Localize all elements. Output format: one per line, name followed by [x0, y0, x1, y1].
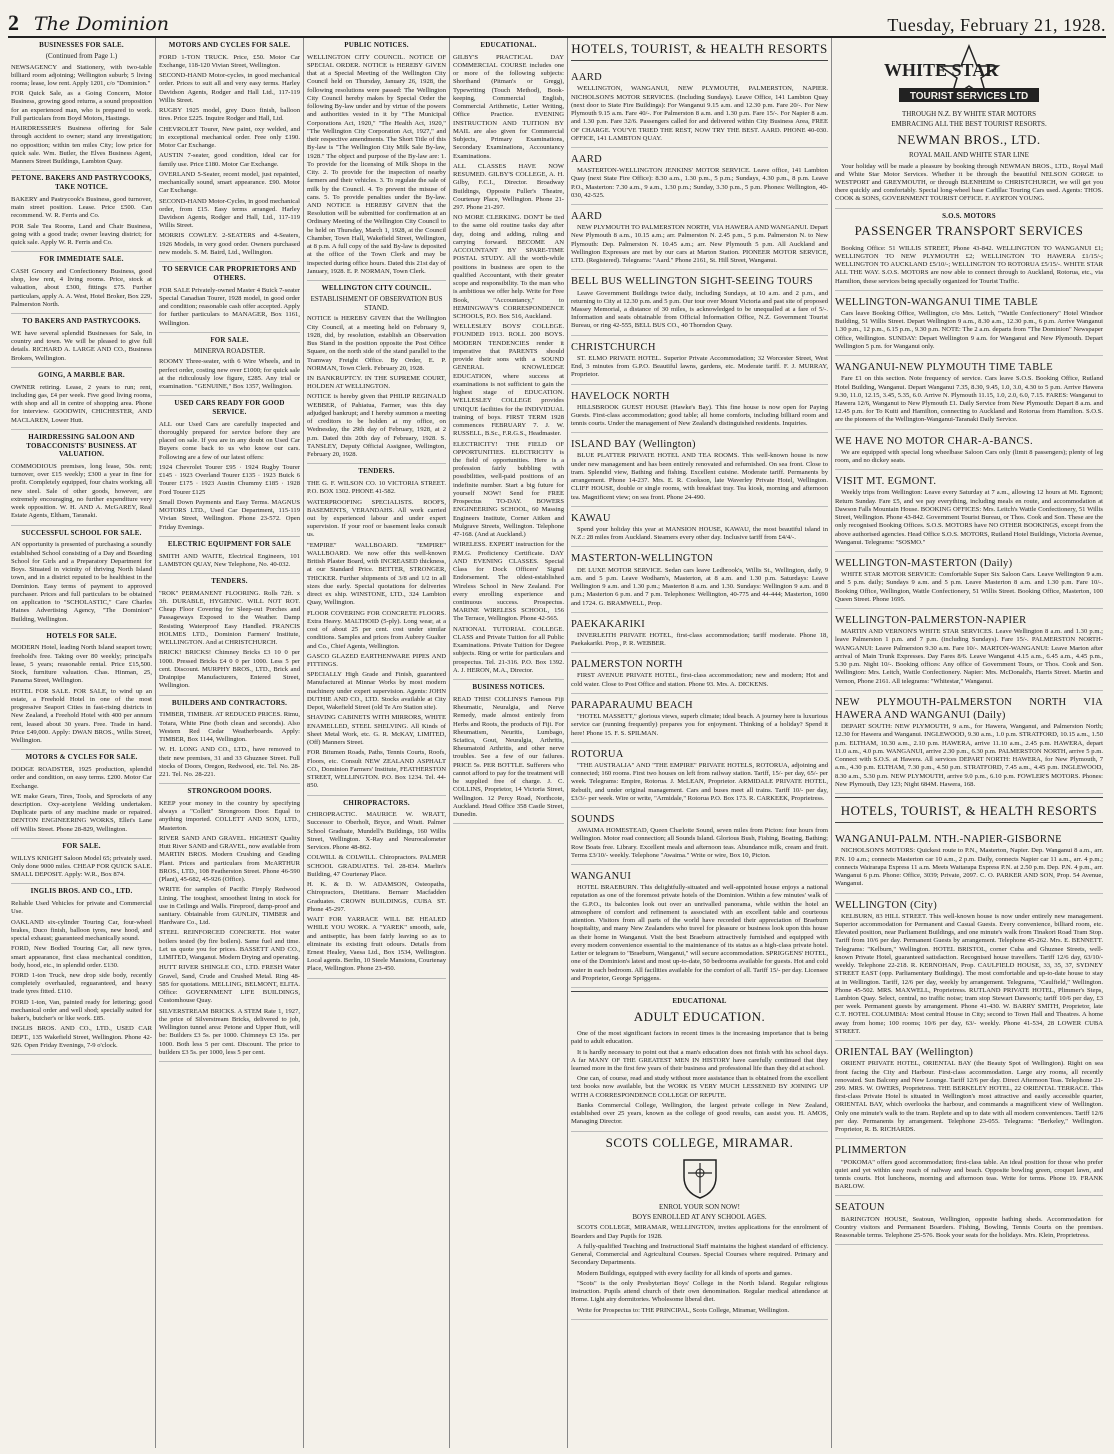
- ad-text: Your holiday will be made a pleasure by booking through NEWMAN BROS., LTD., Royal Mail and White Star Motor Services. Whether it be through the beautiful NELSON GORGE to WESTPORT and GREYMOUTH, or through BLENHEIM to CHRISTCHURCH, we will get you there quickly and comfortably. Special long-wheel base Cadillac Touring Cars used. Agents: THOS. COOK & SONS, GOVERNMENT TOURIST OFFICE. F. AYRTON YOUNG.: [835, 162, 1103, 203]
- ad-text: MODERN Hotel, leading North Island seaport town; freehold's free. Taking over 80 weekly; principal's lease, 5 years; reasonable rental. Price £15,500. Stock, furniture valuation. Chas. Hinman, 25, Panama Street, Wellington.: [11, 644, 152, 685]
- listing-place: CHRISTCHURCH: [571, 341, 656, 353]
- adult-education-ad: [571, 1028, 828, 1132]
- ad-text: "EMPIRE" WALLBOARD. "EMPIRE" WALLBOARD. We now offer this well-known British Plaster Board, with INCREASED thickness, at our Standard Price. BETTER, STRONGER, THICKER. Further shipments of 3/8 and 1/2 in all sizes due early. Special quotations for deliveries direct ex ship. WINSTONE, LTD., 324 Lambton Quay, Wellington.: [307, 541, 446, 607]
- section-heading: STRONGROOM DOORS.: [187, 787, 272, 796]
- listing-place: WELLINGTON-WANGANUI TIME TABLE: [835, 296, 1038, 308]
- listing-place: WANGANUI-NEW PLYMOUTH TIME TABLE: [835, 362, 1053, 374]
- listing-entry: [835, 1139, 1103, 1196]
- ad-text: THE G. F. WILSON CO. 10 VICTORIA STREET. P.O. BOX 1302. PHONE 41-582.: [307, 480, 446, 496]
- listing-place: BELL BUS WELLINGTON SIGHT-SEEING TOURS: [571, 276, 814, 288]
- ad-text: AN opportunity is presented of purchasing a soundly established School consisting of a Day and Boarding School for Girls and a Preparatory Department for Boys. Situated in vicinity of thriving North Island town, and in a district reputed to be healthiest in the Dominion. Easy terms of payment to approved purchaser. Prices and full particulars to be obtained on application to "SCHOLASTIC," Care Charles Haines Advertising Agency, "The Dominion" Building, Wellington.: [11, 541, 152, 623]
- scots-college-subtagline: BOYS ENROLLED AT ANY SCHOOL AGES.: [632, 1212, 767, 1221]
- listing-entry: [835, 430, 1103, 471]
- ad-text: POR Sale Tea Rooms, Land and Chair Business, going with a good trade; owner leaving district; for quick sale. Apply W. R. Ferris and Co.: [11, 222, 152, 246]
- notice-text: NOTICE is HEREBY GIVEN that the Wellington City Council, at a meeting held on February 9, 1928, did, by resolution, establish an Observation Bus Stand in the position opposite the Post Office Square, on the north side of the stand parallel to the Tramway Freight Office. By Order, E. P. NORMAN, Town Clerk. February 20, 1928.: [307, 315, 446, 372]
- ad-text: FLOOR COVERING FOR CONCRETE FLOORS. Extra Heavy. MALTHOID (5-ply). Long wear, at a cost of about 25 per cent. cost under similar conditions. Samples and prices from Aubrey Gualter and Co., Chief Agents, Wellington.: [307, 609, 446, 650]
- ad-text: FOR Bitumen Roads, Paths, Tennis Courts, Roofs, Floors, etc. Consult NEW ZEALAND ASPHALT CO., Dominion Farmers' Institute, FEATHERSTON STREET, WELLINGTON. P.O. Box 1234. Tel. 44-850.: [307, 749, 446, 790]
- classified-ad: [159, 709, 300, 784]
- classified-ad: [11, 62, 152, 172]
- ad-text: CHIROPRACTIC. MAURICE W. WRATT, Successor to Oberholt, Bryce, and Wratt. Palmer School Graduate, Mundell's Buildings, 160 Willis Street, Wellington. X-Ray and Neurocalometer Services. Phone 48-862.: [307, 811, 446, 852]
- ad-text: FORD 1-TON TRUCK. Price, £50. Motor Car Exchange, 118-120 Vivian Street, Wellington.: [159, 53, 300, 69]
- adult-education-heading: ADULT EDUCATION.: [633, 1008, 766, 1024]
- ad-text: BRICK! BRICKS! Chimney Bricks £3 10 0 per 1000. Pressed Bricks £4 0 0 per 1000. Less 5 per cent. Discount. MURPHY BROS., LTD., Brick and Drainpipe Manufacturers, Entered Street, Wellington.: [159, 649, 300, 690]
- listing-entry: [571, 336, 828, 385]
- listing-entry: [835, 828, 1103, 893]
- section-subheading: MINERVA ROADSTER.: [193, 346, 266, 355]
- listing-entry: [571, 865, 828, 988]
- column-5: [568, 38, 832, 1448]
- transport-timetables: [835, 291, 1103, 794]
- ad-text: FOR SALE Privately-owned Master 4 Buick 7-seater Special Canadian Tourer, 1928 model, in good order and condition; reasonable cash offer accepted. Apply for further particulars to MANAGER, Box 1161, Wellington.: [159, 286, 301, 327]
- listing-place: SOUNDS: [571, 814, 615, 826]
- section-heading: TO SERVICE CAR PROPRIETORS AND OTHERS.: [162, 265, 297, 282]
- listing-text: Cars leave Booking Office, Wellington, c/o Mrs. Leitch, "Wattle Confectionery" Hotel Windsor Building, 51 Willis Street. Depart Wellington 9 a.m., 8.30 a.m., 12.30 p.m., 6 p.m. Arrive Wanganui 1.30 p.m., 12 p.m., 6.15 p.m., 9.30 p.m. NOTE: The 2 a.m. departs from "The Dominion" Newspaper Office, Wellington. SUNDAY: Depart Wellington 9 a.m. for Wanganui and New Plymouth. Depart Wellington 5 p.m. for Wanganui only.: [835, 309, 1103, 350]
- notice-text: WELLINGTON CITY COUNCIL. NOTICE OF SPECIAL ORDER. NOTICE is HEREBY GIVEN that at a Special Meeting of the Wellington City Council held on Thursday, January 26, 1928, the following resolutions were passed: The Wellington City Council hereby makes by Special Order the following By-law under and by virtue of the powers and authorities vested in it by "The Municipal Corporations Act, 1920," "The Health Act, 1920," "The Wellington City Corporation Act, 1927," and their respective amendments. The Short Title of this By-law is "The Wellington City Milk Sale By-law, 1928." The object and purpose of the By-law are: 1. To provide for the licensing of Milk Shops in the City. 2. To provide for the inspection of nearby farmers and their vehicles. 3. To regulate the sale of milk by the Council. 4. To prevent the misuse of cans. 5. To provide penalties under the By-law. AND NOTICE is HEREBY GIVEN that the Resolution will be submitted for confirmation at an Ordinary Meeting of the Wellington City Council to be held on Thursday, March 1, 1928, at the Council Chamber, Town Hall, Wakefield Street, Wellington, at 8 p.m. A full copy of the said By-law is deposited at the office of the Town Clerk and may be inspected during office hours. Dated this 21st day of January, 1928. E. P. NORMAN, Town Clerk.: [307, 53, 446, 275]
- public-notice: [307, 52, 446, 281]
- ad-text: STEEL REINFORCED CONCRETE. Hot water boilers tested (by fire boilers). Same fuel and time. Let us quote you for prices. BASSETT AND CO., LIMITED, Wanganui. Modern Drying and operating.: [159, 929, 300, 962]
- ad-text: H. K. & D. W. ADAMSON, Osteopaths, Chiropractors, Dietitians. Bernarr Macfadden Graduates. CROWN BUILDINGS, CUBA ST. Phone 45-297.: [307, 881, 446, 913]
- scots-college-ad: [571, 1222, 828, 1319]
- ad-text: ROOMY Three-seater, with 6 Wire Wheels, and in perfect order, costing new over £1000; for quick sale at the ridiculously low figure, £285. Any trial or examination. "GENUINE," Box 1357, Wellington.: [159, 358, 300, 391]
- listing-text: Weekly trips from Wellington: Leave every Saturday at 7 a.m., allowing 12 hours at Mt. Egmont; Return Sunday. Fare £5, and we pay everything, including meals en route, and accommodation at Dawson Falls Mountain House. BOOKING OFFICES: Mrs. Leitch's Wattle Confectionery, 51 Willis Street, Wellington. Phone 43-842. Government Tourist Bureau, or Thos. Cook and Son. These are the only recognised Booking Offices. S.O.S. MOTORS have NO OTHER BOOKINGS, except from the above authorised agencies. Head Office S.O.S. MOTORS, Rutland Hotel Buildings, Victoria Avenue, Wanganui. Telegrams: "SOSMO.": [835, 489, 1103, 546]
- section-heading: SUCCESSFUL SCHOOL FOR SALE.: [21, 528, 142, 537]
- sos-motors-heading: PASSENGER TRANSPORT SERVICES: [854, 223, 1084, 239]
- notice-text: IN BANKRUPTCY. IN THE SUPREME COURT, HOLDEN AT WELLINGTON.: [307, 374, 446, 391]
- section-heading: PETONE. BAKERS AND PASTRYCOOKS, TAKE NOTICE.: [11, 174, 152, 192]
- listing-entry: [835, 691, 1103, 794]
- listing-text: Spend your holiday this year at MANSION HOUSE, KAWAU, the most beautiful island in N.Z.: 28 miles from Auckland. Steamers every other day. Inclusive tariff from £4/4/-.: [571, 525, 828, 542]
- ad-text: SECOND-HAND Motor-Cycles, in good mechanical order, from £15. Easy terms arranged. Harley Davidson Agents, Rodger and Hall, Ltd., 117-119 Willis Street.: [159, 197, 300, 230]
- section-heading: BUSINESS NOTICES.: [472, 683, 545, 692]
- listing-text: DEPART SOUTH: NEW PLYMOUTH, 9 a.m., for Hawera, Wanganui, and Palmerston North; 12.30 for Hawera and Wanganui. INGLEWOOD, 9.30 a.m., 1.0 p.m. STRATFORD, 10.15 a.m., 1.50 p.m. ELTHAM, 10.30 a.m., 2.10 p.m. HAWERA, arrive 11.10 a.m., 2.45 p.m. HAWERA, depart 11.0 a.m., 4.0 p.m. WANGANUI, arrive 2.30 p.m., 6.30 p.m. PALMERSTON NORTH, arrive 5 p.m. Connect with S.O.S. at Hawera. All services DEPART NORTH: HAWERA, for New Plymouth, 7 a.m., 4.30 p.m. ELTHAM, 7.30 p.m., 4.50 p.m. STRATFORD, 7.45 a.m., 4.45 p.m. INGLEWOOD, 8.30 a.m., 5.30 p.m. NEW PLYMOUTH, arrive 9.0 p.m., 6.10 p.m. FOWLER'S MOTORS. Phones: New Plymouth, Day 123; Night 684M. Hawera, 168.: [835, 723, 1103, 788]
- ad-text: GILBY'S PRACTICAL DAY COMMERCIAL COURSE includes one or more of the following subjects: Shorthand (Pitman's or Gregg), Typewriting (Touch Method), Book-keeping, Commercial English, Commercial Arithmetic, Letter Writing, Office Practice. EVENING INSTRUCTION AND TUITION BY MAIL are also given for Commercial Subjects, Primary Examinations, Secondary Examinations, Accountancy Examinations.: [453, 53, 564, 160]
- ad-text: W. H. LONG AND CO., LTD., have removed to their new premises, 31 and 33 Ghuznee Street. Full stocks of Doors, Oregon, Redwood, etc. Tel. No. 28-221. Tel. No. 28-221.: [159, 746, 300, 778]
- classified-ad: [159, 285, 300, 333]
- ad-text: AUSTIN 7-seater, good condition, ideal car for family use. Price £180. Motor Car Exchange.: [159, 152, 300, 168]
- newman-bros-heading: NEWMAN BROS., LTD.: [897, 131, 1041, 147]
- masthead: [8, 6, 1106, 38]
- ad-text: OVERLAND 5-Seater, recent model, just repainted, mechanically sound, smart appearance. £90. Motor Car Exchange.: [159, 170, 300, 195]
- ad-text: OWNER retiring. Lease, 2 years to run; rent, including gas, £4 per week. Five good living rooms, with shop and all in centre of shopping area. Phone for interview. GOODWIN, CHICHESTER, AND MACLAREN, Lower Hutt.: [11, 383, 152, 424]
- ad-text: WATERPROOFING SPECIALISTS. ROOFS, BASEMENTS, VERANDAHS. All work carried out by experienced labour and under expert supervision. If your roof or basement leaks consult us.: [307, 498, 446, 539]
- listing-entry: [571, 743, 828, 808]
- section-heading: BUSINESSES FOR SALE.: [39, 41, 124, 49]
- listing-entry: [571, 613, 828, 654]
- classified-ad: [159, 52, 300, 262]
- ad-text: WRITE for samples of Pacific Fireply Redwood Lining. The toughest, smoothest lining in stock for use in Ceilings and Walls. Fireproof, damp-proof and sanitary. Obtainable from GUNLIN, TIMBER and Hardware Co., Ltd.: [159, 886, 300, 927]
- classified-ad: [159, 798, 300, 1062]
- listing-place: WELLINGTON-PALMERSTON-NAPIER: [835, 615, 1027, 627]
- listing-place: WANGANUI-PALM. NTH.-NAPIER-GISBORNE: [835, 834, 1062, 846]
- masthead-left: [8, 10, 169, 36]
- listing-entry: [571, 205, 828, 270]
- ad-text: INGLIS BROS. AND CO., LTD., USED CAR DEPT., 135 Wakefield Street, Wellington. Phone 42-926. Open Friday Evenings, 7-9 o'clock.: [11, 1025, 152, 1049]
- ad-text: ALL CLASSES HAVE NOW RESUMED. GILBY'S COLLEGE, A. H. Gilby, F.C.I., Director. Broadway Buildings, Opposite Fuller's Theatre, Courtenay Place, Wellington. Phone 21-297. Phone 21-297.: [453, 162, 564, 211]
- listing-entry: [571, 507, 828, 548]
- ad-text: NEWSAGENCY and Stationery, with two-table billiard room adjoining; Wellington suburb; 5 living rooms; lease, low rent. Apply 1201, c/o "Dominion.": [11, 63, 152, 87]
- divider: [571, 991, 828, 994]
- listing-text: NEW PLYMOUTH TO PALMERSTON NORTH, VIA HAWERA AND WANGANUI. Depart New Plymouth 8 a.m., 10.15 a.m.; arr. Palmerston N. 2.45 p.m., 5 p.m. Palmerston N. to New Plymouth: Dep. Palmerston N. 10.45 a.m.; arr. New Plymouth 5 p.m. All Auckland and Wellington Expresses are met by our cars at Marton Station. PIONEER MOTOR SERVICE, LTD. (Registered). Telegrams: "Aard." Phone 2161, St. Hill Street, Wanganui.: [571, 224, 828, 265]
- ad-text: SECOND-HAND Motor-cycles, in good mechanical order. Prices to suit all and very easy terms. Harley Davidson Agents, Rodger and Hall Ltd., 117-119 Willis Street.: [159, 72, 300, 104]
- listing-entry: [835, 894, 1103, 1042]
- classified-ad: [11, 461, 152, 526]
- classified-ad: [307, 478, 446, 795]
- listing-text: HOTEL BRAEBURN. This delightfully-situated and well-appointed house enjoys a national reputation as one of the foremost private hotels of the Dominion. Within a few minutes' walk of the G.P.O., its balconies look out over an unrivalled panorama, while within the hotel an atmosphere of comfort and refinement is associated with an excellent table and courteous attention. Visitors from all parts of the world have recorded their appreciation of Braeburn hospitality, and many New Zealanders who travel for pleasure or business look upon this house as their home in Wanganui. Visit the best Braeburn attractively furnished and equipped with every modern convenience essential to the maintenance of its status as a high-class private hotel. Letter or telegram to "Braeburn, Wanganui," will secure accommodation. SPRIGGENS' HOTEL, one of the Dominion's latest and most up-to-date, 50 bedrooms available for guests. Hot and cold water in each bedroom. All facilities available for the comfort of all. Tariff 15/- per day. Licensee and Proprietor, George Spriggens.: [571, 884, 828, 982]
- classified-ad: [11, 642, 152, 750]
- ad-text: WE have several splendid Businesses for Sale, in country and town. We will be pleased to give full details. RICHARD A. LARGE AND CO., Business Brokers, Wellington.: [11, 329, 152, 362]
- classified-ad: [11, 539, 152, 628]
- divider: [835, 822, 1103, 825]
- listing-place: AARD: [571, 154, 602, 166]
- listing-text: DE LUXE MOTOR SERVICE. Sedan cars leave Ledbrook's, Willis St., Wellington, daily, 9 a.m. and 5 p.m. Leave Wodham's, Masterton, at 8 a.m. and 1.30 p.m. Saturdays: Leave Wellington 9 a.m. and 1.30 p.m.; Masterton 8 a.m. and 1.30. Sundays: Wellington 9 a.m. and 8 p.m.; Masterton 6 p.m. and 7 p.m. Telephones: Wellington, 40-775 and 44-444; Masterton, 1690 and 1724. G. BRAMWELL, Prop.: [571, 566, 828, 607]
- ad-text: OAKLAND six-cylinder Touring Car, four-wheel brakes, Duco finish, balloon tyres, new hood, and special exhaust; guaranteed mechanically sound.: [11, 918, 152, 943]
- section-heading: PUBLIC NOTICES.: [344, 41, 409, 49]
- scots-college-crest-icon: [680, 1157, 720, 1199]
- classified-ad: [159, 419, 300, 537]
- ad-text: BAKERY and Pastrycook's Business, good turnover, main street position. Lease. Price £500. Can recommend. W. R. Ferris and Co.: [11, 195, 152, 220]
- divider: [571, 60, 828, 63]
- ad-text: "Scots" is the only Presbyterian Boys' College in the North Island. Regular religious instruction. Pupils attend church of their own denomination. Regular medical attendance at Home. Light airy dormitories. Wholesome liberal diet.: [571, 1279, 828, 1304]
- listing-place: NEW PLYMOUTH-PALMERSTON NORTH VIA HAWERA AND WANGANUI (Daily): [835, 696, 1103, 721]
- listing-entry: [835, 609, 1103, 691]
- column-6: [832, 38, 1106, 1448]
- ad-text: Banks Commercial College, Wellington, the largest private college in New Zealand, established over 25 years, known as the college of good results, can assist you. H. AMOS, Managing Director.: [571, 1101, 828, 1126]
- paper-name: The Dominion: [34, 13, 169, 35]
- ad-text: One of the most significant factors in recent times is the increasing importance that is being paid to adult education.: [571, 1030, 828, 1046]
- listing-entry: [835, 356, 1103, 430]
- section-heading: FOR IMMEDIATE SALE.: [39, 255, 124, 264]
- listing-text: AWAIMA HOMESTEAD, Queen Charlotte Sound, seven miles from Picton: four hours from Wellington. Motor road connection; all Sounds Island. Glorious Bush, Fishing, Boating, Bathing; Row Boats free. Library. Excellent meals and afternoon teas. Abundance milk, cream and fruit. Terms £3/10/- weekly. Telephone "Awaima." Write or wire, Box 10, Picton.: [571, 827, 828, 859]
- public-notice: [307, 313, 446, 464]
- ad-text: TIMBER, TIMBER. AT REDUCED PRICES. Rimu, Totara, White Pine (both clean and seconds). Also Western Red Cedar Weatherboards. Apply: TIMBER, Box 1144, Wellington.: [159, 711, 300, 744]
- ad-text: SMITH AND WAITE, Electrical Engineers, 101 LAMBTON QUAY, New Telephone, No. 40-032.: [159, 552, 300, 568]
- listing-place: MASTERTON-WELLINGTON: [571, 553, 714, 565]
- ad-text: SILVERSTREAM BRICKS. A STEM Rate 1, 1927, the price of Silverstream Bricks, delivered to job, Wellington tunnel area: Petone and Upper Hutt, will be: Builders £3 5s. per 1000. Chimneys £3 15s. per 1000. Both less 5 per cent. Discount. The price to builders £3 5s. per 1000, less 5 per cent.: [159, 1007, 300, 1056]
- listing-entry: [835, 470, 1103, 552]
- resort-listings: [571, 66, 828, 988]
- classified-ad: [11, 266, 152, 314]
- listing-place: PARAPARAUMU BEACH: [571, 699, 693, 711]
- ad-text: KEEP your money in the country by specifying always a "Collett" Strongroom Door. Equal to anything imported. COLLETT AND SON, LTD., Masterton.: [159, 799, 300, 832]
- ad-text: RUGBY 1925 model, grey Duco finish, balloon tires. Price £225. Inquire Rodger and Hall, Ltd.: [159, 107, 300, 123]
- section-heading: MOTORS AND CYCLES FOR SALE.: [168, 41, 291, 49]
- listing-text: ORIENT PRIVATE HOTEL, ORIENTAL BAY (the Beauty Spot of Wellington). Right on sea front facing the City and Harbour. First-class accommodation. Large airy rooms, all recently renovated. Sun Balcony and New Lounge. Tariff 12/6 per day. Direct Afternoon Teas. Telephone 21-299. MRS. W. OWERS, Proprietress. THE BERKELEY HOTEL, 22 ORIENTAL TERRACE. This first-class Private Hotel is situated in Wellington's most attractive and easily accessible quarter, ORIENTAL BAY, which overlooks the harbour, and commands a magnificent view of Wellington. Only one minute's walk to the tram. Replete and up to date with all modern conveniences. Tariff 12/6 per day. Permanents by arrangement. Telephone 23-055. Telegrams: "Berkeley," Wellington. Proprietor, R. B. RICHARDS.: [835, 1060, 1103, 1134]
- classified-ad: [307, 809, 446, 978]
- intro-line: THROUGH N.Z. BY WHITE STAR MOTORS: [901, 110, 1037, 118]
- ad-text: COLWILL & COLWILL. Chiropractors. PALMER SCHOOL GRADUATES. Tel. 28-834. Marlin's Building, 47 Courtenay Place.: [307, 854, 446, 878]
- classified-ad: [159, 588, 300, 696]
- section-heading: HOTELS FOR SALE.: [46, 631, 117, 640]
- section-heading: MOTORS & CYCLES FOR SALE.: [25, 753, 138, 762]
- listing-text: FIRST AVENUE PRIVATE HOTEL, first-class accommodation; new and modern; Hot and cold water. Close to Post Office and station. Phone 93. Mrs. A. DICKENS.: [571, 672, 828, 688]
- classified-ad: [11, 328, 152, 368]
- classified-ad: [11, 764, 152, 839]
- resort-listings: [835, 828, 1103, 1245]
- ad-text: ELECTRICITY! THE FIELD OF OPPORTUNITIES. ELECTRICITY is the field of opportunities. Here is a profession fairly bubbling with possibilities, well-paid positions of an indefinite number. Start a big future for yourself NOW! Send for FREE Prospectus TO-DAY. BOWERS ENGINEERING SCHOOL, 60 Massing Engineers Institute, Corner Aitken and Mulgrave Streets, Wellington. Telephone 47-168. (And at Auckland.): [453, 440, 564, 539]
- newman-bros-ad: [835, 161, 1103, 209]
- ad-text: DODGE ROADSTER, 1925 production, splendid order and condition, on easy terms. £200. Motor Car Exchange.: [11, 766, 152, 790]
- section-heading: TENDERS.: [211, 577, 248, 586]
- ad-text: SCOTS COLLEGE, MIRAMAR, WELLINGTON, invites applications for the enrolment of Boarders and Day Pupils for 1928.: [571, 1224, 828, 1240]
- ad-text: RIVER SAND AND GRAVEL. HIGHEST Quality Hutt River SAND and GRAVEL, now available from MARTIN BROS. Modern Crushing and Grading Plant. Prices and particulars from McARTHUR BROS., LTD., 108 Featherston Street. Phone 46-590 (Plant), 45-682, 45-926 (Office).: [159, 834, 300, 884]
- ad-text: Booking Office: 51 WILLIS STREET, Phone 43-842. WELLINGTON TO WANGANUI £1; WELLINGTON TO NEW PLYMOUTH £2; WELLINGTON TO HAWERA £1/15/-; WELLINGTON TO AUCKLAND £5/10/-; WELLINGTON TO ROTORUA £5/15/-. WHITE STAR ALL THE WAY. S.O.S. MOTORS are now able to connect through to Auckland, Rotorua, etc., via Hamilton, these services being specially organized for Tourist Traffic.: [835, 244, 1103, 285]
- listing-text: "POKOMA" offers good accommodation; first-class table. An ideal position for those who prefer quiet and yet within easy reach of railway and beach. Opposite bowling green, croquet lawn, and tennis courts. Hot luncheons, morning and afternoon teas. Write for terms. Phone 19. FRANK BARLOW.: [835, 1158, 1103, 1191]
- section-heading: TENDERS.: [358, 467, 395, 476]
- ad-text: WE make Gears, Tires, Tools, and Sprockets of any description. Oxy-acetylene Welding undertaken. Duplicate parts of any machine made or repaired. DENTON ENGINEERING WORKS, Ellet's Lane off Willis Street. Phone 28-829, Wellington.: [11, 792, 152, 833]
- listing-text: NICHOLSON'S MOTORS: Quickest route to P.N., Masterton, Napier. Dep. Wanganui 8 a.m., arr. P.N. 10 a.m.; connects Masterton car 10 a.m., 2 p.m. Daily, connects Napier car 11 a.m., arr. 4 p.m.; connects Wairarapa Express 11 a.m. Meets Waitarapa Express P.N. at 2.50 p.m. Dep. P.N. 4 p.m., arr. Wanganui 6 p.m. Phone: Office, 3039; Private, 2097. C. O. PARKER AND SON, Prop. 54 Avenue, Wanganui.: [835, 847, 1103, 888]
- listing-place: HAVELOCK NORTH: [571, 390, 670, 402]
- column-1: [8, 38, 156, 1448]
- section-heading: HOTELS, TOURIST, & HEALTH RESORTS: [571, 41, 828, 56]
- scots-college-tagline: ENROL YOUR SON NOW!: [659, 1202, 740, 1211]
- classified-ad: [11, 194, 152, 252]
- ad-text: MORRIS COWLEY. 2-SEATERS and 4-Seaters, 1926 Models, in very good order. Owners purchased new models. S. M. Baird, Ltd., Wellington.: [159, 232, 300, 256]
- listing-place: WANGANUI: [571, 871, 632, 883]
- ad-text: Reliable Used Vehicles for private and Commercial Use.: [11, 900, 152, 916]
- listing-entry: [835, 552, 1103, 609]
- column-3: [304, 38, 450, 1448]
- ad-text: WILLYS KNIGHT Saloon Model 65; privately used. Only done 9000 miles. CHEAP FOR QUICK SALE. SMALL DEPOSIT. Apply: W.R., Box 874.: [11, 854, 152, 879]
- section-subheading: (Continued from Page 1.): [45, 51, 118, 60]
- listing-place: WELLINGTON-MASTERTON (Daily): [835, 558, 1013, 570]
- section-heading: USED CARS READY FOR GOOD SERVICE.: [174, 399, 285, 416]
- listing-entry: [571, 694, 828, 743]
- listing-place: PALMERSTON NORTH: [571, 659, 683, 671]
- ad-text: A fully-qualified Teaching and Instructional Staff maintains the highest standard of efficiency. General, Commercial and Agricultural Courses. Special Courses where required. Primary and Secondary Departments.: [571, 1242, 828, 1267]
- royal-mail-line: ROYAL MAIL AND WHITE STAR LINE: [909, 150, 1029, 159]
- listing-place: WELLINGTON (City): [835, 899, 938, 911]
- ad-text: WIRELESS. EXPERT instruction for the P.M.G. Proficiency Certificate. DAY AND EVENING CLASSES. Special Class for Dock Officers' Signal Endorsement. The oldest-established Wireless School in New Zealand. For every enrolling experience and continuous success. Prospectus. MARINE WIRELESS SCHOOL, 156 The Terrace, Wellington. Phone 42-565.: [453, 541, 564, 623]
- listing-place: AARD: [571, 211, 602, 223]
- ad-text: CASH Grocery and Confectionery Business, good shop, low rent, 4 living rooms. Price, stock at valuation, about £300, fittings £75. Further particulars, apply A. A. West, Hotel Broker, Box 229, Palmerston North.: [11, 267, 152, 308]
- listing-place: PLIMMERTON: [835, 1145, 907, 1157]
- classified-ad: [159, 551, 300, 574]
- listing-text: MARTIN AND VERNON'S WHITE STAR SERVICES. Leave Wellington 8 a.m. and 1.30 p.m.; leave Palmerston 1 p.m. and 7 p.m. (including Sundays). Fare 15/-. PALMERSTON NORTH-WANGANUI: Leave Palmerston 9.30 a.m. Fare 10/-. MARTON-WANGANUI: Leave Marton after arrival of Main Trunk Expresses. Day Fares 8/6. Leave Wanganui 4.15 a.m., 6.45 a.m., 4.45 p.m., 5.30 p.m. Night 10/-. Booking offices: Any office of Government Tours, or Thos. Cook and Son. Wellington: Mrs. Leitch, Wattle Confectionery. Napier: Mrs. McDonald's, Harris Street. Martin and Vernon, Phone 2161. All telegrams: "Whitestar," Wanganui.: [835, 628, 1103, 685]
- section-heading: FOR SALE.: [62, 841, 101, 850]
- ad-text: FORD, New Bodied Touring Car, all new tyres, smart appearance, first class mechanical condition, body, hood, etc., in splendid order. £130.: [11, 945, 152, 969]
- ad-text: FORD 1-ton, Van, painted ready for lettering; good mechanical order and well shod; specially suited for baker's, butcher's or like work. £85.: [11, 998, 152, 1023]
- ad-text: FORD 1-ton Truck, new drop side body, recently completely overhauled, reguaranteed, and heavy trade tyres fitted. £110.: [11, 972, 152, 996]
- ad-text: NO MORE CLERKING. DON'T be tied to the same old routine tasks day after day, doing and adding, ruling and carrying forward. BECOME AN ACCOUNTANT BY SPARE-TIME POSTAL STUDY. All the worth-while positions in business are open to the qualified Accountant, with their greater scope and responsibility. To the man who is ambitious we offer help. Write for Free Book, "Accountancy," to HEMINGWAY'S CORRESPONDENCE SCHOOLS, P.O. Box 516, Auckland.: [453, 214, 564, 321]
- listing-text: BLUE PLATTER PRIVATE HOTEL AND TEA ROOMS. This well-known house is now under new management and has been entirely renovated and refurnished. On sea front. Close to tram. Splendid view, Bathing and fishing. Excellent cuisine. Moderate tariff. Permanents by arrangement. Phone 14-237. Mrs. E. R. Cookson, late Waverley Private Hotel, Wellington. CLIFF HOUSE, double or single rooms, with breakfast tray. Tea kiosk, morning and afternoon tea. Magnificent view; on sea front. Phone 24-490.: [571, 452, 828, 501]
- ad-text: SPECIALLY High Grade and Finish, guaranteed Manufactured at Minnar Works by most modern machinery under expert supervision. Agents: JOHN DUTHIE AND CO., LTD. Stocks available at City Depot, Wakefield Street (old Te Aro Station site).: [307, 671, 446, 712]
- listing-entry: [571, 653, 828, 694]
- listing-text: BARINGTON HOUSE, Seatoun, Wellington, opposite bathing sheds. Accommodation for Country visitors and Permanent Boarders. Fishing, Bowling, Tennis Courts on the premises. Reasonable terms. Telephone 25-576. Book your seats for the holidays. Mrs. Klein, Proprietress.: [835, 1215, 1103, 1240]
- column-4: [450, 38, 568, 1448]
- listing-place: SEATOUN: [835, 1202, 885, 1214]
- listing-text: "HOTEL MASSETT," glorious views, superb climate; ideal beach. A journey here is luxurious service car (running frequently) prepares you for enjoyment. Thinking of a holiday? Spend it here! Phone 15. F. S. SPILMAN.: [571, 713, 828, 737]
- section-heading: FOR SALE.: [210, 335, 249, 344]
- ad-text: GASCO GLAZED EARTHENWARE PIPES AND FITTINGS.: [307, 652, 446, 668]
- listing-place: WE HAVE NO MOTOR CHAR-A-BANCS.: [835, 435, 1033, 447]
- listing-place: KAWAU: [571, 512, 611, 524]
- listing-entry: [571, 547, 828, 612]
- listing-entry: [571, 808, 828, 865]
- ad-text: It is hardly necessary to point out that a man's education does not finish with his school days. A far MANY OF THE GREATEST MEN IN HISTORY have carefully continued that they learned more in the first few years of their business and professional life than they did at school.: [571, 1048, 828, 1072]
- ad-text: NATIONAL TUTORIAL COLLEGE. CLASS and Private Tuition for all Public Examinations. Private Tuition for Degree subjects. Ring or write for particulars and prospectus. Tel. 21-316. P.O. Box 1392. A. J. HERON, M.A., Director.: [453, 625, 564, 674]
- logo-wordmark: WHITE STAR: [884, 60, 999, 80]
- ad-text: READ THIS! COLLINS'S Famous Fiji Rheumatic, Neuralgia, and Nerve Remedy, made almost entirely from Herbs and Roots, the products of Fiji. For Rheumatism, Neuritis, Lumbago, Sciatica, Gout, Neuralgia, Arthritis, Rheumatoid Arthritis, and other nerve troubles. See a few of our failures. PRICE 5s. PER BOTTLE. Sufferers who cannot afford to pay for the treatment will be supplied free of charge. J. C. COLLINS, Proprietor, 14 Victoria Street, Wellington. 12 Percy Road, Northcote, Auckland. Head Office 358 Castle Street, Dunedin.: [453, 695, 564, 819]
- section-heading: TO BAKERS AND PASTRYCOOKS.: [22, 317, 141, 326]
- ad-text: Write for Prospectus to: THE PRINCIPAL, Scots College, Miramar, Wellington.: [577, 1306, 790, 1314]
- section-heading: EDUCATIONAL: [672, 997, 727, 1006]
- listing-text: WHITE STAR MOTOR SERVICE: Comfortable Super Six Saloon Cars. Leave Wellington 9 a.m. and 5 p.m. daily; Sundays 9 a.m. and 5 p.m. Leave Masterton 8 a.m. and 1.30 p.m. Fare 10/-. Booking Office, Wellington, Wattle Confectionery, 51 Willis Street. Booking Office, Masterton, 100 Queen Street. Phone 1695.: [835, 571, 1103, 603]
- ad-text: HAIRDRESSER'S Business offering for Sale through accident to owner; stand any investigation; no opposition; within ten miles City; low price for quick sale. Wm. Butler, the Elves Business Agent, Manners Street Buildings, Lambton Quay.: [11, 125, 152, 166]
- section-subheading: ESTABLISHMENT OF OBSERVATION BUS STAND.: [310, 294, 443, 312]
- listing-entry: [835, 1196, 1103, 1245]
- ad-text: "ROK" PERMANENT FLOORING. Rolls 72ft. x 3ft. DURABLE, HYGIENIC. WILL NOT ROT. Cheap Floor Covering for Sleep-out Porches and Passageways Exposed to the Weather. Damp Resisting Waterproof Easy Handled. FRANCIS HOLMES LTD., Dominion Farmers' Institute, WELLINGTON. And at CHRISTCHURCH.: [159, 589, 300, 647]
- listing-entry: [571, 433, 828, 507]
- section-heading: HOTELS, TOURIST, & HEALTH RESORTS: [840, 802, 1098, 818]
- educational-ad: [453, 52, 564, 680]
- ad-text: WAIT FOR YARRACE WILL BE HEALED WHILE YOU WORK. A "YAREK" smooth, safe, and antiseptic, has been fairly leaving so as to eliminate its existing fruit odours. Details from Ernest Healey, Vaesa Ltd., Box 1534, Wellington. Local agents. Berlin, 10 Steele Mansions, Courtenay Place, Wellington. Phone 23-450.: [307, 916, 446, 973]
- listing-text: KELBURN, 83 HILL STREET. This well-known house is now under entirely new management. Superior accommodation for Permanent and Casual Guests. Every convenience, billiard room, etc. Elevated position, near Parliament Buildings, and one minute's walk from Tinakori Road Tram Stop. Tariff from 10/6 per day. Permanent Guests by arrangement. Telephone 45-262. Mrs. E. BENNETT. Telegrams: "Kelburn," Wellington. HOTEL BRISTOL, corner Cuba and Ghuznee Streets, well-known Private Hotel, guaranteed satisfaction. Recognised house travellers. Tariff 12/6 day, 63/10/- weekly. Telephone 22-218. R. KERNOHAN, Prop. CAULFIELD HOUSE, 33, 35, 37, SYDNEY STREET EAST (opp. Parliamentary Buildings). The most comfortable and up-to-date house to stay at in Wellington. Tariff, 12/6 per day, weekly by arrangement. Telegrams, "Caulfield," Wellington. Phone 45-502. MRS. MAXWELL, Proprietress. RUTLAND PRIVATE HOTEL, Plimmer's Steps, Lambton Quay. Select, central, no traffic noise; tram stop Stewart Dawson's; tariff 10/6 per day, £3 per week. Permanent guests by arrangement. Phone 41-430. W. BARRY SMITH, Proprietor, late C.T. HOTEL COLUMBIA: Most central House in City; second to Town Hall and Theatres. A home away from home; 100 rooms; 10/6 per day, 63/- weekly. Phone 41-534, 28 LOWER CUBA STREET.: [835, 912, 1103, 1035]
- ad-text: HUTT RIVER SHINGLE CO., LTD. FRESH Water Gravel, Sand, Crude and Crushed Metal. Ring 48-585 for quotations. MELLING, BELMONT, ELITA. Office: GOVERNMENT LIFE BUILDINGS, Customhouse Quay.: [159, 964, 300, 1005]
- listing-text: HILLSBROOK GUEST HOUSE (Hawke's Bay). This fine house is now open for Paying Guests. First-class accommodation; good table; all home comforts, including billiard room and tennis courts. Under the management of New Zealand's distinguished residents. Inquiries.: [571, 403, 828, 428]
- page-number: 2: [8, 10, 19, 35]
- white-star-logo-icon: [844, 44, 1094, 106]
- listing-place: ISLAND BAY (Wellington): [571, 439, 696, 451]
- listing-place: VISIT MT. EGMONT.: [835, 476, 937, 488]
- column-2: [156, 38, 304, 1448]
- classified-ad: [11, 382, 152, 430]
- listing-text: "THE AUSTRALIA" AND "THE EMPIRE" PRIVATE HOTELS, ROTORUA, adjoining and connected; 160 rooms. First two houses on left from railway station. Tariff, 15/- per day, 65/- per week. Telegrams: Empire, Rotorua. J. McLEAN, Proprietor. ARMIDALE PRIVATE HOTEL, Rebuilt, and under original management. Cars and buses meet all trains. Tariff 10/- per day, £3/3/- per week. Wire or write, "Armidale," Rotorua P.O. Box 173. R. CARKEEK, Proprietress.: [571, 761, 828, 802]
- listing-entry: [571, 66, 828, 148]
- divider: [835, 797, 1103, 800]
- intro-line: EMBRACING ALL THE BEST TOURIST RESORTS.: [891, 119, 1047, 128]
- ad-text: CHEVROLET Tourer, New paint, oxy welded, and in exceptional mechanical order. Free only £190. Motor Car Exchange.: [159, 125, 300, 150]
- listing-text: We are equipped with special long wheelbase Saloon Cars only (limit 8 passengers); plenty of leg room, and no dickey seats.: [835, 448, 1103, 465]
- logo-subtitle: TOURIST SERVICES LTD: [909, 91, 1029, 102]
- classified-ad: [11, 853, 152, 885]
- listing-text: MASTERTON-WELLINGTON JENKINS' MOTOR SERVICE. Leave office, 141 Lambton Quay (next State Fire Office): 8.30 a.m., 1.30 p.m., 5 p.m.; Sundays, 4.30 p.m., 8 p.m. Leave P.O., Masterton: 7.30 a.m., 9 a.m., 1.30 p.m.; Sunday, 3.30 p.m., 5 p.m. Phones: Wellington, 40-030, 42-525.: [571, 167, 828, 199]
- scots-college-heading: SCOTS COLLEGE, MIRAMAR.: [605, 1134, 794, 1150]
- section-heading: WELLINGTON CITY COUNCIL.: [321, 284, 432, 293]
- sos-motors-ad: [835, 243, 1103, 291]
- listing-text: Leave Government Buildings twice daily, including Sundays, at 10 a.m. and 2 p.m., and returning to City at 12.30 p.m. and 5 p.m. Our tour over Mount Victoria and past site of proposed Massey Memorial, a distance of 30 miles, is acknowledged to be unequalled at a fare of 5/-. Information and seats obtainable from Official Information Office, N.Z. Government Tourist Bureau, or ring 42-555, BELL BUS CO., 40 Thorndon Quay.: [571, 289, 828, 330]
- sos-motors-title: S.O.S. MOTORS: [942, 211, 996, 220]
- classified-ad: [11, 898, 152, 1055]
- ad-text: FOR Quick Sale, as a Going Concern, Motor Business, growing good returns, a sound proposition for an experienced man, who is prepared to work. Full particulars from Boyd Motors, Hastings.: [11, 90, 152, 122]
- section-heading: HAIRDRESSING SALOON AND TOBACCONISTS' BUSINESS. AT VALUATION.: [26, 432, 137, 459]
- listing-place: ORIENTAL BAY (Wellington): [835, 1047, 974, 1059]
- business-notice: [453, 694, 564, 825]
- classified-ad: [159, 356, 300, 396]
- listing-place: AARD: [571, 72, 602, 84]
- listing-entry: [571, 385, 828, 434]
- section-heading: CHIROPRACTORS.: [343, 798, 410, 807]
- issue-date: Tuesday, February 21, 1928.: [887, 15, 1106, 35]
- listing-text: INVERLEITH PRIVATE HOTEL, first-class accommodation; tariff moderate. Phone 18, Paekakariki. Prop., P. R. WEBBER.: [571, 631, 828, 648]
- ad-text: WELLESLEY BOYS' COLLEGE. FOUNDED 1913. ROLL 200 BOYS. MODERN TENDENCIES render it imperative that PARENTS should provide their sons with a SOUND GENERAL KNOWLEDGE EDUCATION, where success at examinations is not sufficient to gain the highest stage of EDUCATION. WELLESLEY COLLEGE provides UNIQUE facilities for the INDIVIDUAL training of boys. FIRST TERM 1928 commences FEBRUARY 7. J. W. RUSSELL, B.Sc., F.R.G.S., Headmaster.: [453, 323, 564, 438]
- listing-entry: [835, 291, 1103, 356]
- ad-text: One can, of course, read and study without more assistance than is obtained from the excellent text books now available, but the WORK IS VERY MUCH LESSENED BY JOINING UP WITH A CORRESPONDENCE COLLEGE OF REPUTE.: [571, 1075, 828, 1099]
- ad-text: Small Down Payments and Easy Terms. MAGNUS MOTORS LTD., Used Car Department, 115-119 Vivian Street, Wellington. Phone 23-572. Open Friday Evenings.: [159, 498, 300, 531]
- section-heading: EDUCATIONAL.: [480, 41, 537, 49]
- listing-place: PAEKAKARIKI: [571, 618, 646, 630]
- ad-text: ALL our Used Cars are carefully inspected and thoroughly prepared for service before they are placed on sale. If you are in any doubt on Used Car Buyers come back to us who know our cars. Following are a few of our latest offers:: [159, 420, 300, 461]
- ad-text: 1924 Chevrolet Tourer £95 · 1924 Rugby Tourer £145 · 1923 Overland Tourer £135 · 1923 Buick 6 Tourer £175 · 1923 Austin Chummy £185 · 1928 Ford Tourer £125: [159, 463, 300, 496]
- listing-entry: [571, 148, 828, 205]
- ad-text: SHAVING CABINETS WITH MIRRORS, WHITE ENAMELLED, STEEL SHELVING. All Kinds of Sheet Metal Work, etc. G. R. McKAY, LIMITED, (Off) Manners Street.: [307, 714, 446, 747]
- section-heading: INGLIS BROS. AND CO., LTD.: [30, 887, 133, 896]
- listing-text: ST. ELMO PRIVATE HOTEL. Superior Private Accommodation; 32 Worcester Street, West End, 3 minutes from G.P.O. Beautiful lawns, gardens, etc. Moderate tariff. F. J. MURRAY, Proprietor.: [571, 354, 828, 379]
- listing-place: ROTORUA: [571, 748, 624, 760]
- ad-text: HOTEL FOR SALE. FOR SALE, to wind up an estate, a Freehold Hotel in one of the most progressive Seaport Cities in fast-rising districts in New Zealand, a Freehold Hotel with 400 per annum rent, leased about 30 years. Free. Trade in hand. Price £49,000. Apply: DWAN BROS., Willis Street, Wellington.: [11, 687, 152, 745]
- ad-text: COMMODIOUS premises, long lease, 50s. rent; turnover, over £15 weekly; £300 a year in fine for profit. Completely equipped, four chairs working, all new steel. Sale of other goods, however, are extremely encouraging, no further expenditure very week opposition. W. H. AND A. McGAREY, Real Estate Agents, Eltham, Taranaki.: [11, 463, 152, 520]
- notice-text: NOTICE is hereby given that PHILIP REGINALD WEBBER, of Pahiatua, Farmer, was this day adjudged bankrupt; and I hereby summon a meeting of creditors to be holden at my office, on Wednesday, the 29th day of February, 1928, at 2 p.m. Dated this 20th day of February, 1928. S. TANSLEY, Deputy Official Assignee, Wellington, February 20, 1928.: [307, 393, 446, 459]
- listing-text: WELLINGTON, WANGANUI, NEW PLYMOUTH, PALMERSTON, NAPIER. NICHOLSON'S MOTOR SERVICES. (Including Sundays). Leave Office, 141 Lambton Quay (next door to State Fire Buildings): For Wanganui 9.15 a.m. and 12.30 p.m. Fare 20/-. For New Plymouth 9.15 a.m. Fare 40/-. For Palmerston 8 a.m. and 1.30 p.m. Fare 15/-. For Napier 8 a.m. and 1.30 p.m. Fare 32/6. Passengers called for and delivered within City Business Area, FREE OF CHARGE. YOU'VE TRIED THE REST, NOW TRY THE BEST. AARD. PHONE 40-030. OFFICE, 141 LAMBTON QUAY.: [571, 85, 828, 142]
- section-heading: BUILDERS AND CONTRACTORS.: [171, 698, 288, 707]
- section-heading: GOING, A MARBLE BAR.: [38, 370, 125, 379]
- listing-entry: [571, 270, 828, 335]
- section-heading: ELECTRIC EQUIPMENT FOR SALE: [167, 539, 292, 548]
- listing-text: Fare £1 on this section. Note frequency of service. Cars leave S.O.S. Booking Office, Rutland Hotel Building, Wanganui. Depart Wanganui 7.35, 8.30, 9.45, 1.0, 3.0, 4.30 to 5 p.m. Arrive Hawera 9.30, 11.0, 12.15, 3.45, 5.35, 6.0. Arrive N. Plymouth 11.15, 1.0, 2.0, 6.0, 7.15. FARES: Wanganui to Hawera 12/6, Wanganui to New Plymouth £1. Daily Service from New Plymouth: Depart 8 a.m. and 12.45 p.m. for To Kuiti and Hamilton, connecting to Auckland and Rotorua from Hamilton. S.O.S. are the pioneers of the Wellington-Wanganui-Taranaki Daily Service.: [835, 375, 1103, 424]
- ad-text: Modern Buildings, equipped with every facility for all kinds of sports and games.: [577, 1269, 792, 1277]
- listing-entry: [835, 1041, 1103, 1139]
